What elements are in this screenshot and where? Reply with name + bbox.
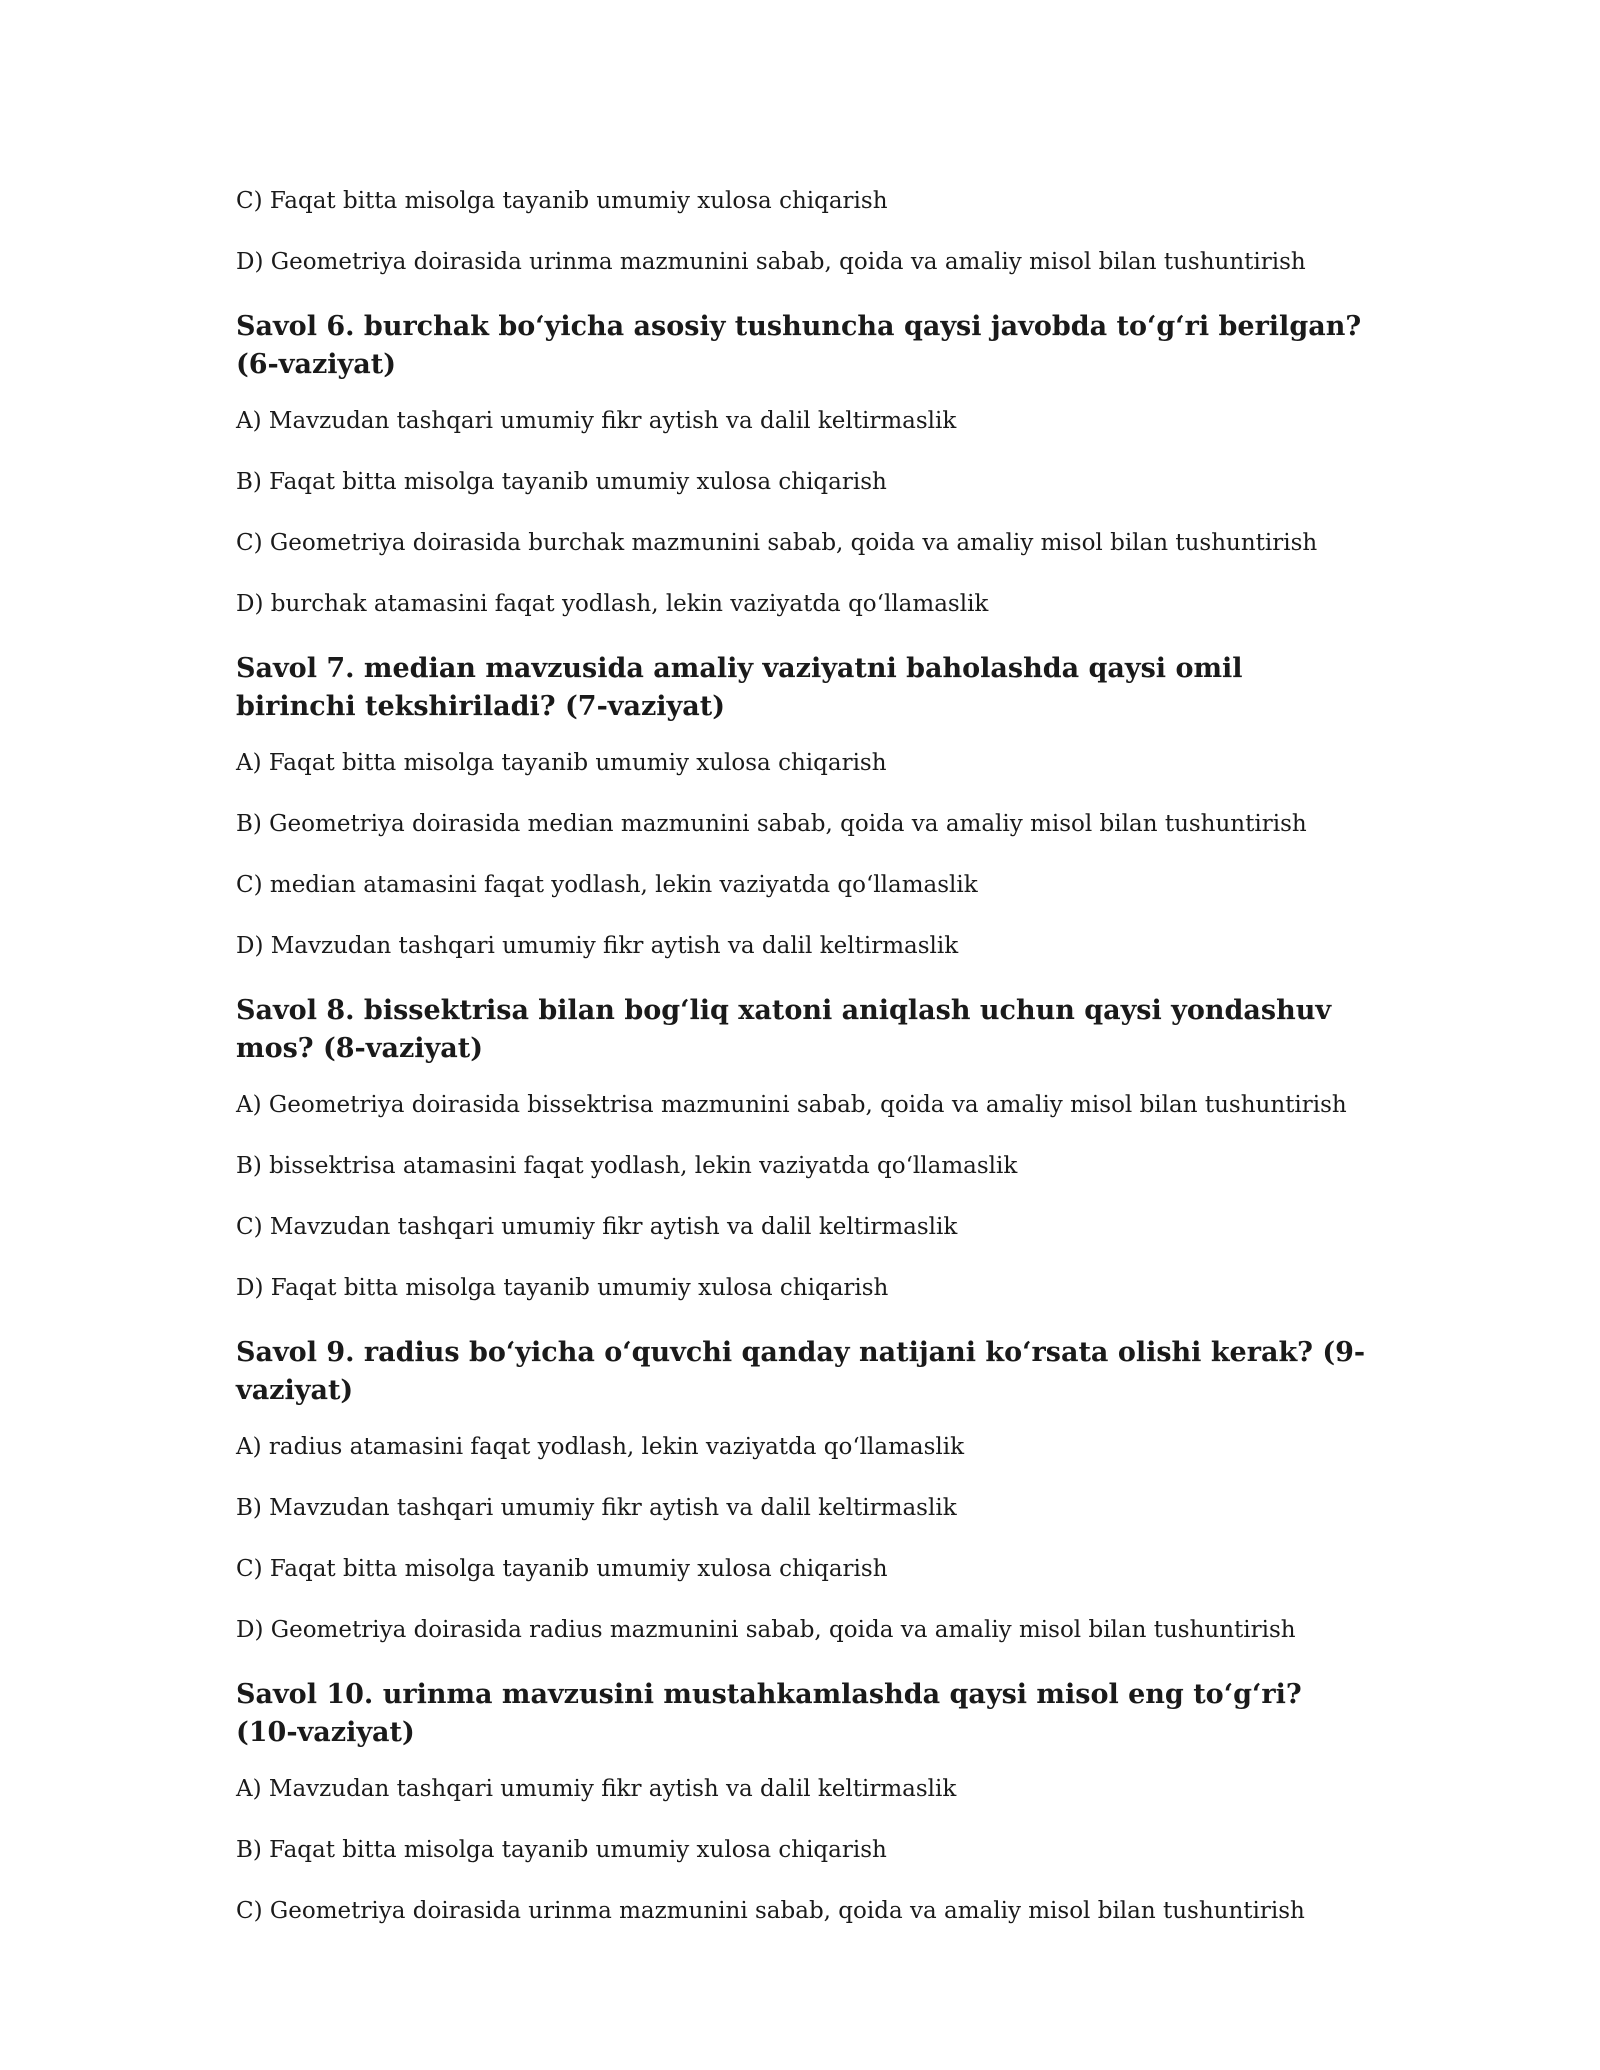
answer-option: B) bissektrisa atamasini faqat yodlash, lekin vaziyatda qo‘llamaslik (236, 1153, 1018, 1179)
answer-option: A) Mavzudan tashqari umumiy fikr aytish va dalil keltirmaslik (236, 408, 957, 434)
answer-option: B) Faqat bitta misolga tayanib umumiy xulosa chiqarish (236, 469, 887, 495)
answer-option: D) Geometriya doirasida urinma mazmunini sabab, qoida va amaliy misol bilan tushuntirish (236, 249, 1306, 275)
answer-option: C) Geometriya doirasida urinma mazmunini sabab, qoida va amaliy misol bilan tushuntirish (236, 1898, 1305, 1924)
answer-option: C) Faqat bitta misolga tayanib umumiy xulosa chiqarish (236, 1556, 888, 1582)
answer-option: B) Mavzudan tashqari umumiy fikr aytish va dalil keltirmaslik (236, 1495, 957, 1521)
question-heading: Savol 7. median mavzusida amaliy vaziyatni baholashda qaysi omil birinchi tekshiriladi? (7-vaziyat) (236, 653, 1243, 722)
answer-option: C) Geometriya doirasida burchak mazmunini sabab, qoida va amaliy misol bilan tushuntirish (236, 530, 1318, 556)
answer-option: D) Mavzudan tashqari umumiy fikr aytish va dalil keltirmaslik (236, 933, 959, 959)
answer-option: D) Faqat bitta misolga tayanib umumiy xulosa chiqarish (236, 1275, 889, 1301)
question-heading: Savol 8. bissektrisa bilan bog‘liq xatoni aniqlash uchun qaysi yondashuv mos? (8-vaziyat) (236, 995, 1332, 1064)
question-heading: Savol 9. radius bo‘yicha o‘quvchi qanday natijani ko‘rsata olishi kerak? (9-vaziyat) (236, 1337, 1366, 1406)
answer-option: B) Faqat bitta misolga tayanib umumiy xulosa chiqarish (236, 1837, 887, 1863)
answer-option: A) Geometriya doirasida bissektrisa mazmunini sabab, qoida va amaliy misol bilan tushuntirish (236, 1092, 1347, 1118)
answer-option: A) Mavzudan tashqari umumiy fikr aytish va dalil keltirmaslik (236, 1776, 957, 1802)
answer-option: D) burchak atamasini faqat yodlash, lekin vaziyatda qo‘llamaslik (236, 591, 989, 617)
answer-option: C) median atamasini faqat yodlash, lekin vaziyatda qo‘llamaslik (236, 872, 978, 898)
answer-option: D) Geometriya doirasida radius mazmunini sabab, qoida va amaliy misol bilan tushuntirish (236, 1617, 1296, 1643)
answer-option: B) Geometriya doirasida median mazmunini sabab, qoida va amaliy misol bilan tushuntirish (236, 811, 1307, 837)
answer-option: C) Faqat bitta misolga tayanib umumiy xulosa chiqarish (236, 188, 888, 214)
question-heading: Savol 10. urinma mavzusini mustahkamlashda qaysi misol eng to‘g‘ri? (10-vaziyat) (236, 1679, 1302, 1748)
question-heading: Savol 6. burchak bo‘yicha asosiy tushuncha qaysi javobda to‘g‘ri berilgan? (6-vaziyat) (236, 311, 1362, 380)
answer-option: A) radius atamasini faqat yodlash, lekin vaziyatda qo‘llamaslik (236, 1434, 965, 1460)
answer-option: C) Mavzudan tashqari umumiy fikr aytish va dalil keltirmaslik (236, 1214, 958, 1240)
document-page (236, 186, 1366, 1957)
answer-option: A) Faqat bitta misolga tayanib umumiy xulosa chiqarish (236, 750, 887, 776)
